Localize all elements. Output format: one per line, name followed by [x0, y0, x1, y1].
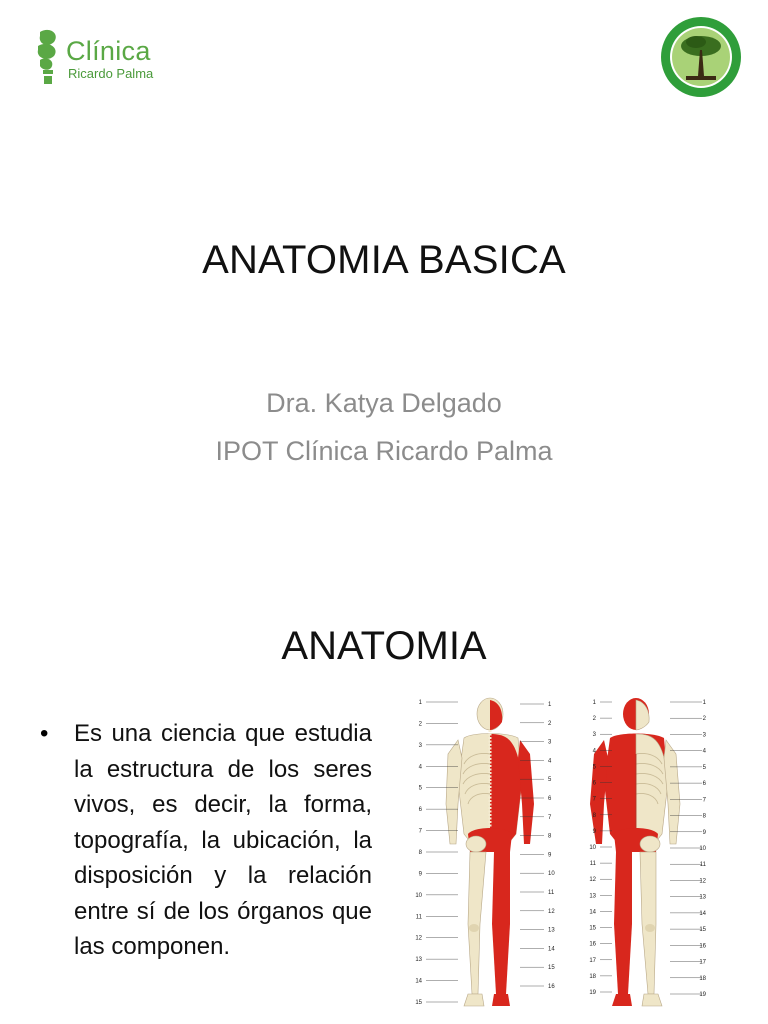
anatomy-label-number: 11 [699, 862, 706, 869]
anatomy-label-number: 6 [548, 796, 552, 802]
anatomy-label-number: 3 [418, 742, 422, 749]
anatomy-label-number: 15 [415, 1000, 422, 1006]
anatomy-label-number: 9 [702, 829, 706, 836]
anatomy-label-number: 18 [589, 973, 596, 980]
bullet-text: Es una ciencia que estudia la estructura de los seres vivos, es decir, la forma, topografía, la ubicación, la disposición y la relación entre sí de los órganos que las componen. [74, 720, 372, 960]
anatomy-label-number: 4 [548, 758, 552, 765]
anatomy-label-number: 13 [699, 894, 706, 901]
presentation-title: ANATOMIA BASICA [202, 238, 566, 282]
anatomy-label-number: 3 [548, 739, 552, 746]
anatomy-label-number: 6 [702, 781, 706, 788]
bullet-list [40, 716, 372, 965]
anatomy-label-number: 1 [702, 700, 706, 706]
anatomy-label-number: 9 [592, 828, 596, 835]
anatomy-label-number: 15 [548, 965, 555, 972]
anatomy-label-number: 12 [548, 908, 555, 915]
anatomy-label-number: 15 [589, 925, 596, 932]
anatomy-label-number: 14 [548, 946, 555, 953]
anatomy-label-number: 16 [548, 984, 555, 990]
anatomy-label-number: 5 [548, 777, 552, 784]
anatomy-label-number: 5 [592, 764, 596, 771]
anatomy-label-number: 13 [548, 927, 555, 934]
anatomy-label-number: 6 [592, 780, 596, 787]
anatomy-label-number: 11 [415, 914, 422, 921]
anatomy-label-number: 4 [418, 764, 422, 771]
anatomy-label-number: 7 [592, 796, 596, 803]
tree-seal-icon [660, 16, 742, 98]
anatomy-label-number: 15 [699, 927, 706, 934]
anatomy-slide [0, 576, 768, 1024]
anatomy-label-number: 4 [702, 748, 706, 755]
anatomy-label-number: 7 [548, 814, 552, 821]
anatomy-label-number: 1 [548, 702, 552, 708]
anatomy-label-number: 5 [702, 764, 706, 771]
anatomy-label-number: 12 [699, 878, 706, 885]
anatomy-label-number: 10 [548, 871, 555, 878]
anatomy-label-number: 1 [592, 700, 596, 706]
anatomy-label-number: 12 [589, 877, 596, 884]
anatomy-label-number: 8 [418, 850, 422, 856]
anatomy-label-number: 5 [418, 785, 422, 792]
anatomy-label-number: 3 [702, 732, 706, 739]
anatomy-label-number: 1 [418, 700, 422, 706]
anatomy-label-number: 17 [589, 957, 596, 964]
clinic-logo-line2: Ricardo Palma [68, 66, 154, 81]
muscle-skeleton-anatomy-illustration [412, 694, 712, 1024]
anatomy-label-number: 9 [418, 871, 422, 878]
anatomy-label-number: 10 [589, 845, 596, 851]
anatomy-label-number: 17 [699, 959, 706, 966]
back-view-figure [446, 698, 534, 1006]
anatomy-label-number: 14 [699, 910, 706, 917]
anatomy-label-number: 19 [589, 990, 596, 996]
anatomy-label-number: 16 [589, 941, 596, 948]
anatomy-label-number: 2 [418, 721, 422, 728]
anatomy-label-number: 18 [699, 975, 706, 982]
anatomy-label-number: 7 [702, 797, 706, 804]
anatomy-label-number: 4 [592, 748, 596, 755]
clinic-logo [34, 24, 156, 90]
anatomy-label-number: 2 [702, 716, 706, 723]
anatomy-label-number: 2 [592, 716, 596, 723]
bullet-dot-icon: • [40, 720, 49, 747]
anatomy-label-number: 11 [548, 890, 555, 896]
slide-title: ANATOMIA [281, 624, 487, 668]
anatomy-label-number: 12 [415, 935, 422, 942]
anatomy-label-number: 8 [548, 833, 552, 840]
anatomy-label-number: 8 [592, 812, 596, 819]
anatomy-label-number: 14 [589, 909, 596, 916]
anatomy-label-number: 3 [592, 732, 596, 739]
anatomy-label-number: 13 [415, 957, 422, 964]
anatomy-label-number: 16 [699, 943, 706, 950]
anatomy-label-number: 9 [548, 852, 552, 859]
anatomy-label-number: 19 [699, 992, 706, 998]
anatomy-label-number: 6 [418, 807, 422, 814]
anatomy-label-number: 8 [702, 813, 706, 820]
institution-name: IPOT Clínica Ricardo Palma [215, 436, 553, 466]
anatomy-label-number: 7 [418, 828, 422, 835]
anatomy-label-number: 2 [548, 720, 552, 727]
anatomy-label-number: 10 [415, 892, 422, 899]
anatomy-label-number: 14 [415, 978, 422, 985]
clinic-logo-icon [34, 26, 62, 86]
author-name: Dra. Katya Delgado [266, 388, 502, 418]
anatomy-label-number: 10 [699, 846, 706, 852]
anatomy-label-number: 11 [589, 861, 596, 868]
anatomy-label-number: 13 [589, 893, 596, 900]
clinic-logo-line1: Clínica [66, 36, 151, 66]
